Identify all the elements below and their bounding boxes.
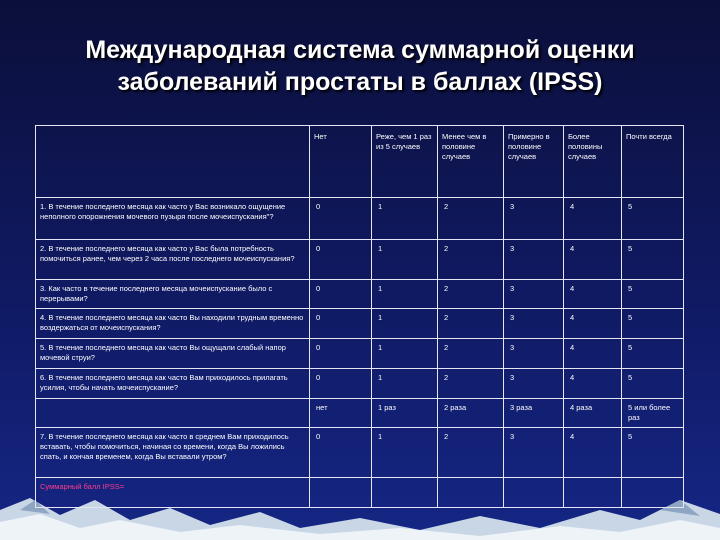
score-cell: 4 [564, 280, 622, 309]
score-cell: 1 [372, 309, 438, 338]
score-cell: 4 [564, 368, 622, 398]
score-cell: 0 [310, 338, 372, 368]
score-cell: 1 [372, 368, 438, 398]
score-cell: 0 [310, 427, 372, 477]
score-cell: 5 [622, 240, 684, 280]
score-cell: 4 [564, 427, 622, 477]
table-header-row [36, 126, 684, 198]
question-cell [36, 398, 310, 427]
total-row [36, 477, 684, 507]
score-cell: 4 [564, 309, 622, 338]
table-row [36, 309, 684, 338]
score-cell: 5 [622, 198, 684, 240]
frequency-cell: 4 раза [564, 398, 622, 427]
header-cell-more-half: Более половины случаев [564, 126, 622, 198]
total-empty-cell [504, 477, 564, 507]
slide-title [0, 34, 720, 98]
score-cell: 2 [438, 427, 504, 477]
question-cell: 4. В течение последнего месяца как часто Вы находили трудным временно воздержаться от мочеиспускания? [36, 309, 310, 338]
table-row [36, 280, 684, 309]
table-row [36, 198, 684, 240]
score-cell: 4 [564, 240, 622, 280]
question-cell: 1. В течение последнего месяца как часто у Вас возникало ощущение неполного опорожнения мочевого пузыря после мочеиспускания"? [36, 198, 310, 240]
question-cell: 7. В течение последнего месяца как часто в среднем Вам приходилось вставать, чтобы помочиться, начиная со времени, когда Вы ложились спать, и кончая временем, когда Вы вставали утром? [36, 427, 310, 477]
frequency-cell: 5 или более раз [622, 398, 684, 427]
score-cell: 2 [438, 368, 504, 398]
header-cell-rarely: Реже, чем 1 раз из 5 случаев [372, 126, 438, 198]
total-empty-cell [372, 477, 438, 507]
table-row [36, 398, 684, 427]
frequency-cell: нет [310, 398, 372, 427]
score-cell: 3 [504, 280, 564, 309]
title-line-1: Международная система суммарной оценки [85, 36, 635, 64]
total-score-label: Суммарный балл IPSS= [36, 477, 310, 507]
score-cell: 1 [372, 338, 438, 368]
question-cell: 3. Как часто в течение последнего месяца мочеиспускание было с перерывами? [36, 280, 310, 309]
table-row [36, 240, 684, 280]
score-cell: 2 [438, 240, 504, 280]
score-cell: 5 [622, 338, 684, 368]
score-cell: 4 [564, 338, 622, 368]
score-cell: 5 [622, 309, 684, 338]
question-cell: 5. В течение последнего месяца как часто Вы ощущали слабый напор мочевой струи? [36, 338, 310, 368]
total-empty-cell [622, 477, 684, 507]
frequency-cell: 3 раза [504, 398, 564, 427]
header-cell-half: Примерно в половине случаев [504, 126, 564, 198]
score-cell: 5 [622, 368, 684, 398]
table-row [36, 368, 684, 398]
question-cell: 6. В течение последнего месяца как часто Вам приходилось прилагать усилия, чтобы начать мочеиспускание? [36, 368, 310, 398]
score-cell: 1 [372, 198, 438, 240]
frequency-cell: 2 раза [438, 398, 504, 427]
score-cell: 0 [310, 240, 372, 280]
score-cell: 2 [438, 338, 504, 368]
score-cell: 3 [504, 368, 564, 398]
score-cell: 3 [504, 309, 564, 338]
score-cell: 1 [372, 280, 438, 309]
frequency-cell: 1 раз [372, 398, 438, 427]
total-empty-cell [310, 477, 372, 507]
total-empty-cell [564, 477, 622, 507]
total-empty-cell [438, 477, 504, 507]
score-cell: 2 [438, 198, 504, 240]
header-cell-none: Нет [310, 126, 372, 198]
score-cell: 3 [504, 240, 564, 280]
score-cell: 0 [310, 198, 372, 240]
score-cell: 0 [310, 368, 372, 398]
header-cell-less-half: Менее чем в половине случаев [438, 126, 504, 198]
score-cell: 2 [438, 280, 504, 309]
score-cell: 3 [504, 338, 564, 368]
score-cell: 4 [564, 198, 622, 240]
score-cell: 2 [438, 309, 504, 338]
score-cell: 5 [622, 280, 684, 309]
score-cell: 5 [622, 427, 684, 477]
table-row [36, 338, 684, 368]
score-cell: 0 [310, 309, 372, 338]
score-cell: 1 [372, 240, 438, 280]
table-row [36, 427, 684, 477]
score-cell: 3 [504, 427, 564, 477]
score-cell: 3 [504, 198, 564, 240]
score-cell: 0 [310, 280, 372, 309]
question-cell: 2. В течение последнего месяца как часто у Вас была потребность помочиться ранее, чем через 2 часа после последнего мочеиспускания? [36, 240, 310, 280]
header-cell-empty [36, 126, 310, 198]
title-line-2: заболеваний простаты в баллах (IPSS) [117, 68, 603, 96]
header-cell-almost-always: Почти всегда [622, 126, 684, 198]
ipss-table [35, 125, 684, 508]
score-cell: 1 [372, 427, 438, 477]
